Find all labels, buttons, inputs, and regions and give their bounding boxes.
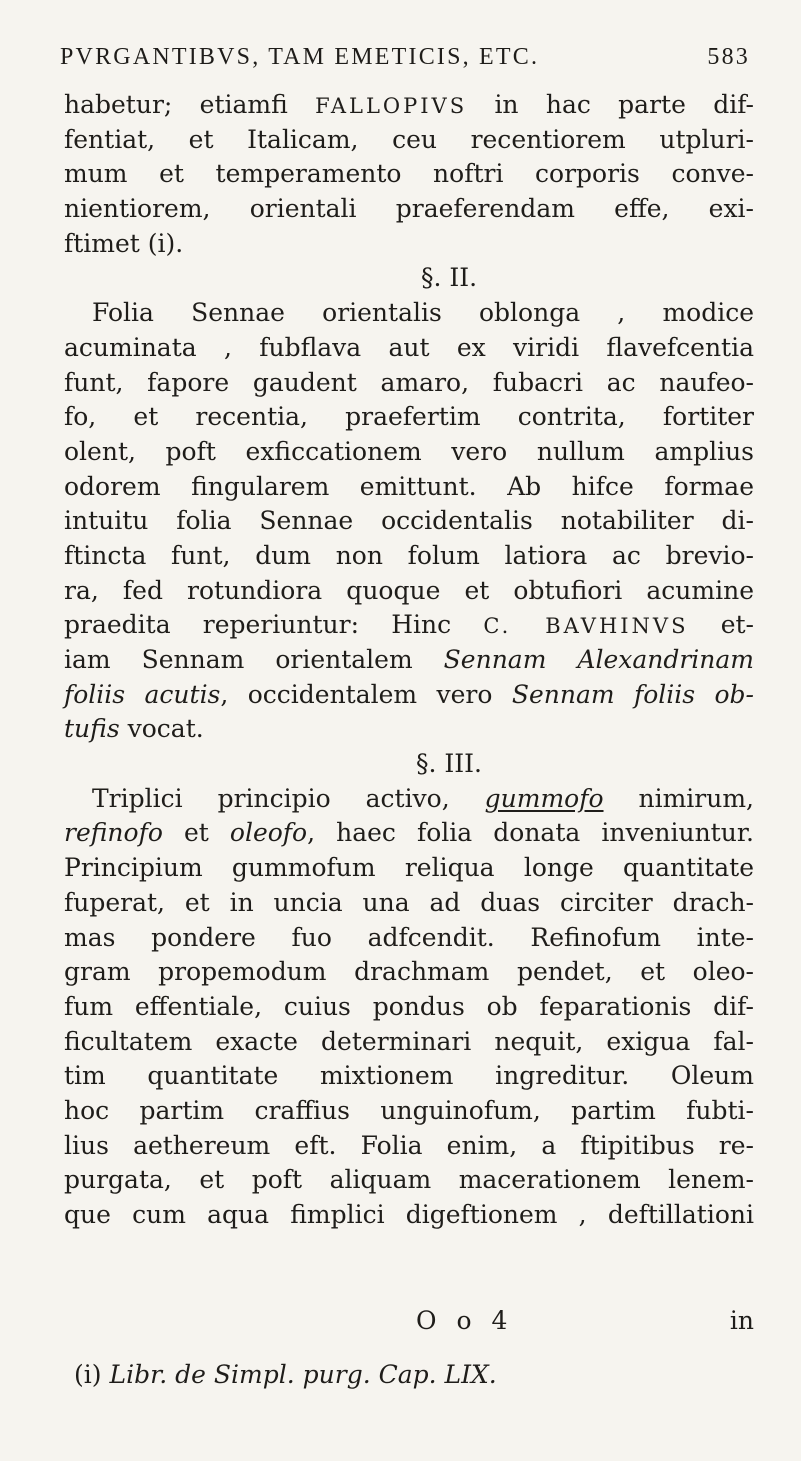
running-header xyxy=(60,44,750,78)
text-line: mum et temperamento noftri corporis conve- xyxy=(64,159,754,189)
signature-mark: O o 4 xyxy=(416,1306,514,1335)
text-line: Folia Sennae orientalis oblonga , modice xyxy=(92,298,754,328)
footnote-marker: (i) xyxy=(74,1360,102,1389)
body-text xyxy=(64,88,754,1233)
text-line: foliis acutis, occidentalem vero Sennam foliis ob- xyxy=(64,679,754,709)
text-line: iam Sennam orientalem Sennam Alexandrinam xyxy=(64,645,755,674)
running-title: PVRGANTIBVS, TAM EMETICIS, ETC. xyxy=(60,44,540,70)
section-heading-2: §. II. xyxy=(420,263,478,293)
text-line: lius aethereum eft. Folia enim, a ftipitibus re- xyxy=(64,1130,754,1160)
text-line: purgata, et poft aliquam macerationem lenem- xyxy=(64,1165,754,1195)
text-line: mas pondere fuo adfcendit. Refinofum inte- xyxy=(64,922,754,952)
italic-term: Sennam foliis ob- xyxy=(511,679,754,709)
italic-term: Sennam Alexandrinam xyxy=(443,645,755,674)
text-line: fentiat, et Italicam, ceu recentiorem utpluri- xyxy=(64,124,754,154)
text-line: fo, et recentia, praefertim contrita, fortiter xyxy=(64,402,754,432)
footnote-text: Libr. de Simpl. purg. Cap. LIX. xyxy=(109,1360,497,1389)
text-line: intuitu folia Sennae occidentalis notabiliter di- xyxy=(64,506,754,536)
text-line: tufis vocat. xyxy=(64,714,204,744)
text-line: ra, fed rotundiora quoque et obtufiori acumine xyxy=(64,575,754,605)
text-line: Principium gummofum reliqua longe quantitate xyxy=(64,853,754,883)
italic-term: refinofo xyxy=(64,818,163,848)
footnote xyxy=(74,1360,754,1389)
text-line: odorem fingularem emittunt. Ab hifce formae xyxy=(64,471,754,501)
text-line: ftincta funt, dum non folum latiora ac brevio- xyxy=(64,540,754,570)
italic-term: oleofo xyxy=(229,818,308,848)
text-line: praedita reperiuntur: Hinc C. BAVHINVS et- xyxy=(64,610,754,640)
text-line: funt, fapore gaudent amaro, fubacri ac naufeo- xyxy=(64,367,754,397)
text-line: que cum aqua fimplici digeftionem , deftillationi xyxy=(64,1200,754,1229)
text-line: nientiorem, orientali praeferendam effe, exi- xyxy=(64,194,754,224)
text-line: habetur; etiamfi FALLOPIVS in hac parte dif- xyxy=(64,90,755,119)
text-line: refinofo et oleofo, haec folia donata inveniuntur. xyxy=(64,818,754,848)
text-line: fum effentiale, cuius pondus ob feparationis dif- xyxy=(64,991,754,1021)
italic-term: tufis xyxy=(64,714,120,744)
text-line: acuminata , fubflava aut ex viridi flavefcentia xyxy=(64,332,754,362)
author-name: C. BAVHINVS xyxy=(483,614,689,639)
text-line: tim quantitate mixtionem ingreditur. Oleum xyxy=(64,1061,754,1091)
text-line: ficultatem exacte determinari nequit, exigua fal- xyxy=(64,1026,754,1056)
text-line: fuperat, et in uncia una ad duas circiter drach- xyxy=(64,887,754,917)
page-number: 583 xyxy=(707,44,750,70)
catchword: in xyxy=(729,1306,754,1335)
author-name: FALLOPIVS xyxy=(315,94,468,118)
italic-term: gummofo xyxy=(484,783,604,813)
text-line: Triplici principio activo, gummofo nimirum, xyxy=(92,783,754,813)
text-line: hoc partim craffius unguinofum, partim fubti- xyxy=(64,1095,754,1125)
italic-term: foliis acutis xyxy=(64,679,221,709)
text-line: ftimet (i). xyxy=(64,228,184,258)
text-line: gram propemodum drachmam pendet, et oleo- xyxy=(64,957,754,987)
text-line: olent, poft exficcationem vero nullum amplius xyxy=(64,436,754,466)
section-heading-3: §. III. xyxy=(416,749,482,779)
